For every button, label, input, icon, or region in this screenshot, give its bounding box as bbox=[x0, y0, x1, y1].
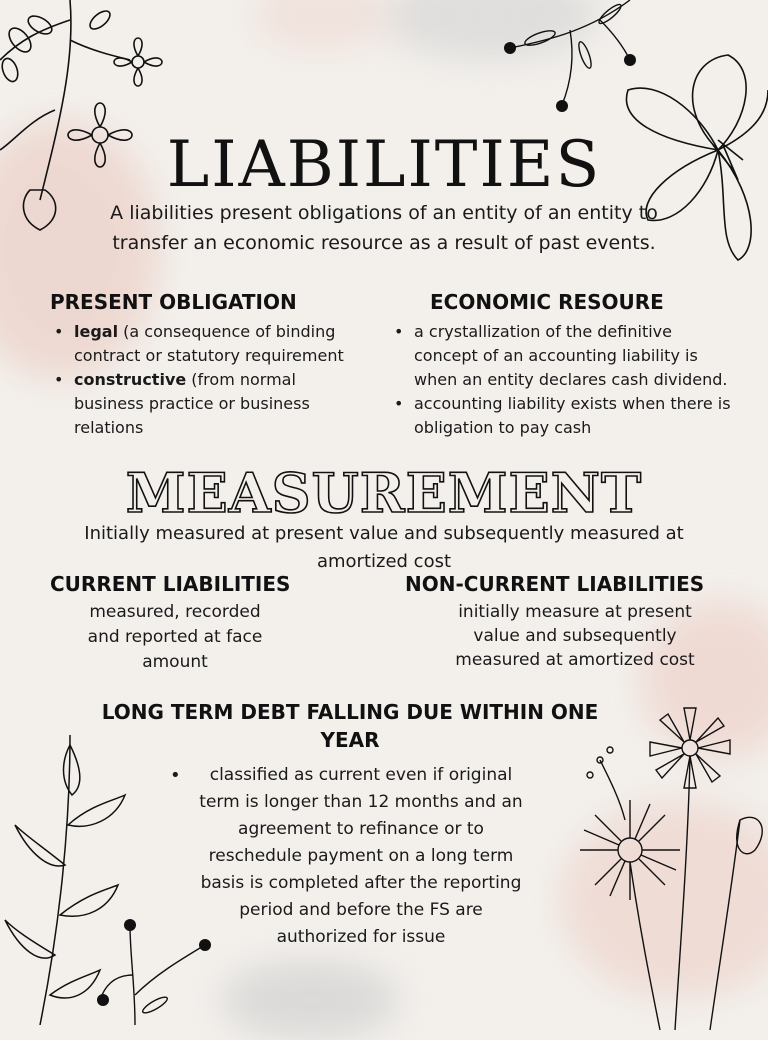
current-liabilities-text: measured, recorded and reported at face amount bbox=[87, 602, 263, 672]
present-obligation-section bbox=[50, 290, 350, 440]
long-term-debt-item bbox=[170, 762, 530, 951]
measurement-heading-text: MEASUREMENT bbox=[125, 466, 643, 522]
measurement-heading bbox=[0, 466, 768, 526]
legal-term: legal bbox=[74, 322, 119, 341]
legal-description: (a consequence of binding contract or statutory requirement bbox=[74, 322, 344, 365]
intro-paragraph: A liabilities present obligations of an entity of an entity to transfer an economic resource as a result of past events. bbox=[110, 202, 658, 254]
page-title: LIABILITIES bbox=[166, 128, 602, 202]
long-term-debt-section bbox=[70, 698, 630, 951]
grey-wash-bottom bbox=[220, 960, 400, 1040]
current-liabilities-heading: CURRENT LIABILITIES bbox=[50, 572, 291, 596]
non-current-liabilities-heading: NON-CURRENT LIABILITIES bbox=[405, 572, 705, 596]
long-term-debt-heading: LONG TERM DEBT FALLING DUE WITHIN ONE YEAR bbox=[101, 700, 599, 752]
bullet-icon: • bbox=[170, 765, 181, 786]
list-item bbox=[50, 368, 350, 440]
list-item: • a crystallization of the definitive concept of an accounting liability is when an entity declares cash dividend. bbox=[390, 320, 740, 392]
economic-resource-list bbox=[390, 320, 740, 440]
constructive-description: (from normal business practice or business relations bbox=[74, 370, 310, 437]
measurement-description: Initially measured at present value and subsequently measured at amortized cost bbox=[84, 523, 684, 572]
economic-resource-section bbox=[390, 290, 740, 440]
list-item: • accounting liability exists when there is obligation to pay cash bbox=[390, 392, 740, 440]
pink-wash-top-right bbox=[250, 0, 390, 50]
list-item bbox=[50, 320, 350, 368]
non-current-liabilities-text: initially measure at present value and subsequently measured at amortized cost bbox=[455, 602, 695, 670]
present-obligation-heading: PRESENT OBLIGATION bbox=[50, 290, 297, 314]
constructive-term: constructive bbox=[74, 370, 187, 389]
long-term-debt-text: classified as current even if original term is longer than 12 months and an agreement to refinance or to reschedule payment on a long term basis is completed after the reporting period and before the FS are authorized for issue bbox=[199, 765, 523, 947]
present-obligation-list bbox=[50, 320, 350, 440]
measurement-outline-text bbox=[0, 466, 768, 522]
current-liabilities-section bbox=[50, 572, 310, 675]
non-current-liabilities-section bbox=[405, 572, 745, 672]
economic-resource-heading: ECONOMIC RESOURE bbox=[430, 290, 664, 314]
